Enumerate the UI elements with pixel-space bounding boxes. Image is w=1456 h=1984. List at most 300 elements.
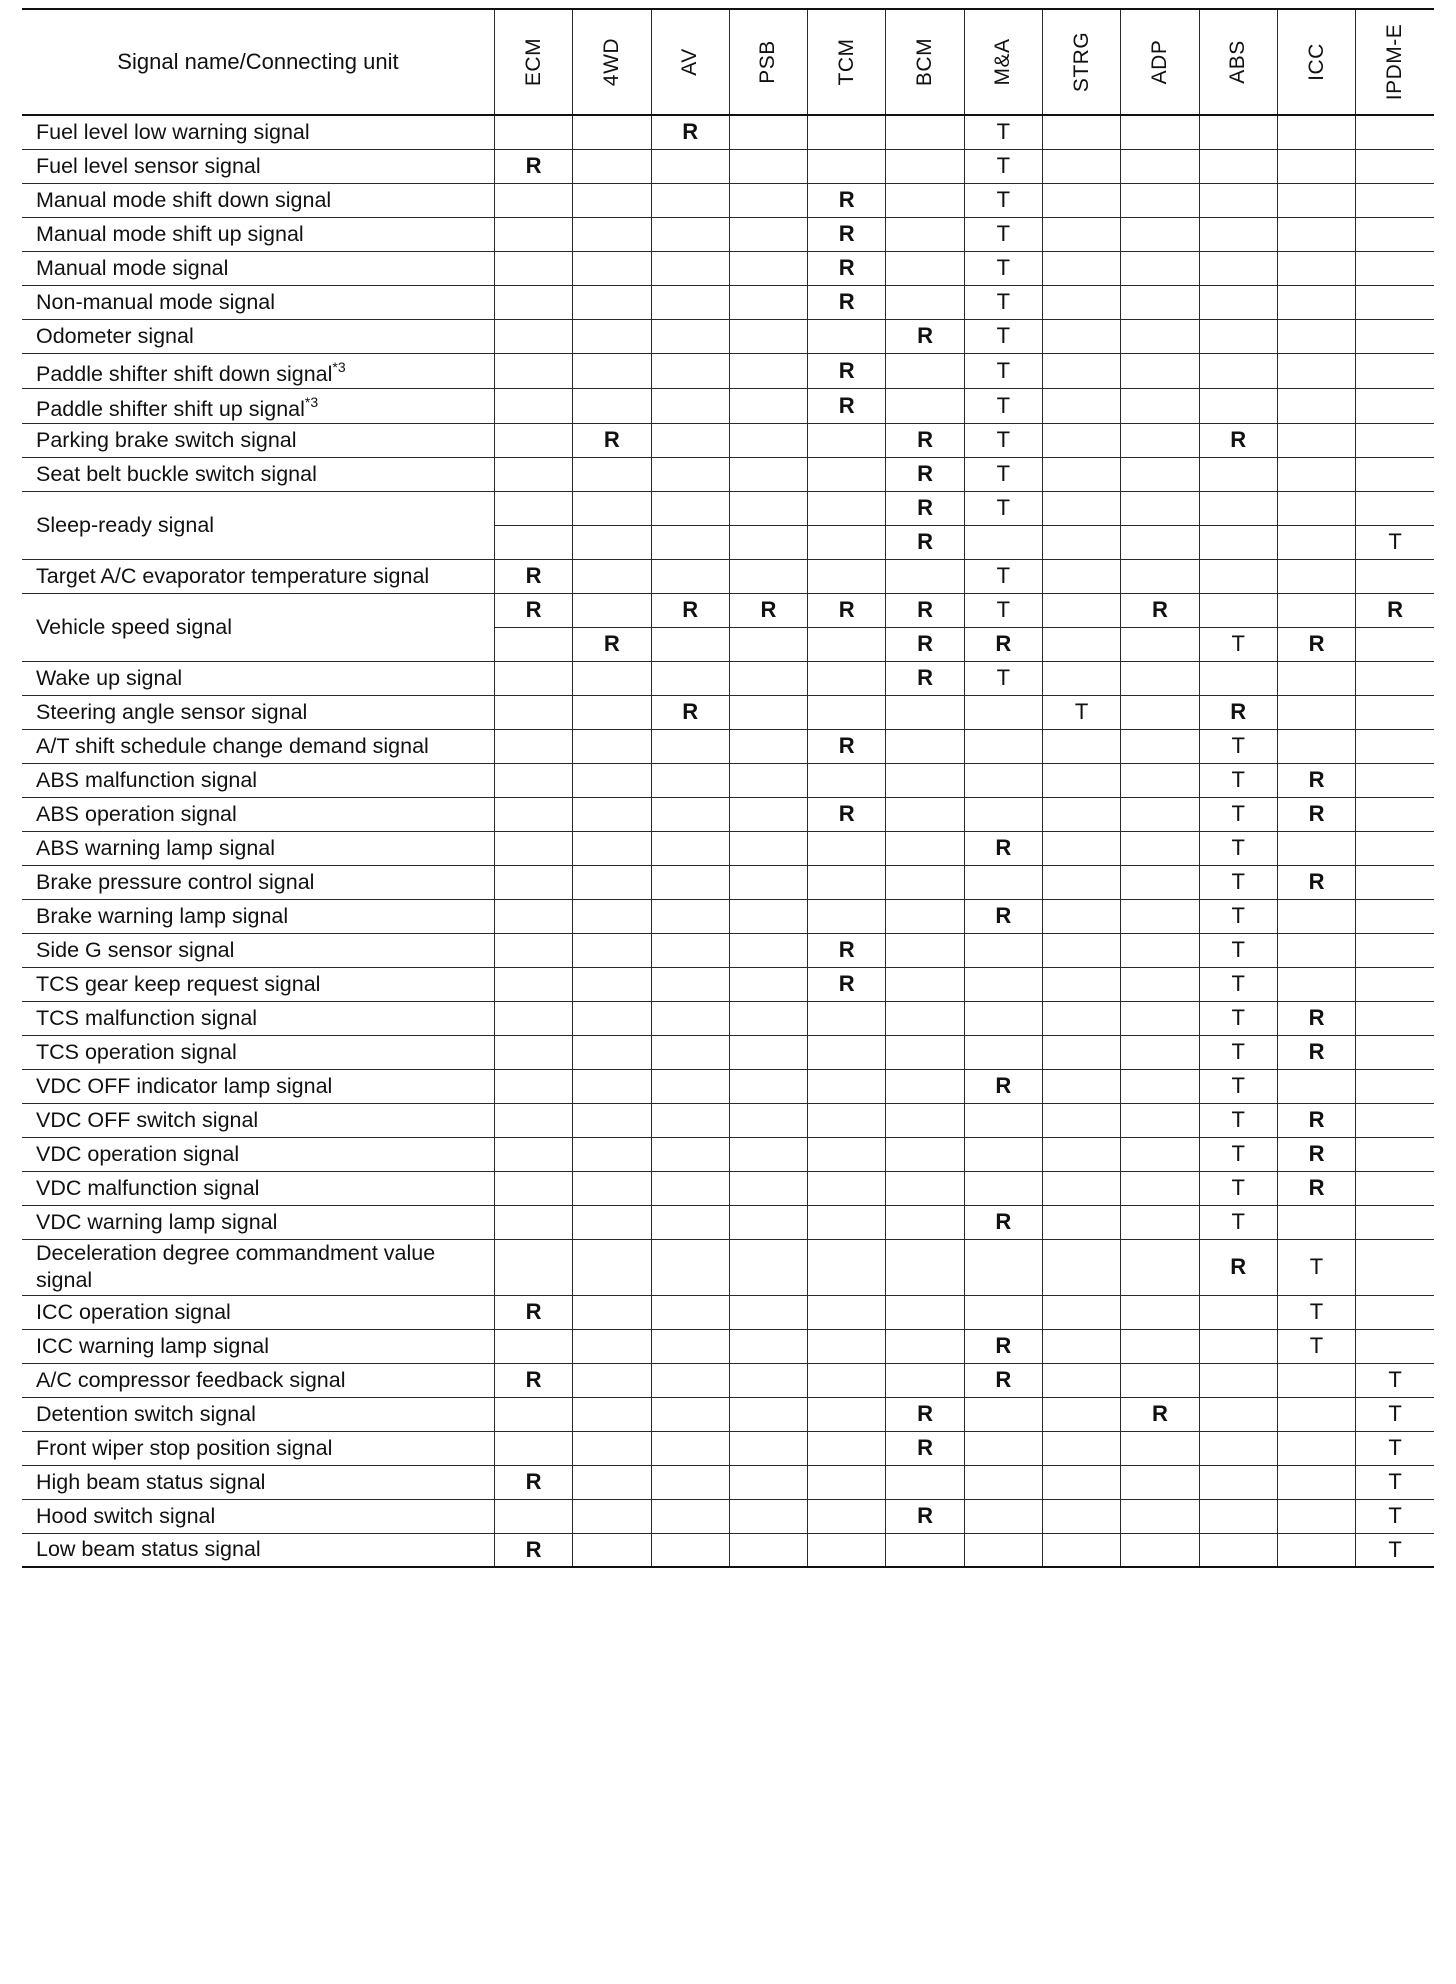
signal-role-cell (1356, 695, 1434, 729)
signal-role-cell (651, 1329, 729, 1363)
signal-role-cell (808, 627, 886, 661)
signal-role-cell (729, 1205, 807, 1239)
signal-role-cell (1356, 1103, 1434, 1137)
signal-role-cell (573, 1499, 651, 1533)
signal-name: VDC OFF indicator lamp signal (36, 1073, 333, 1098)
signal-role-cell (1121, 1171, 1199, 1205)
table-row (22, 423, 1434, 457)
signal-role-cell (1199, 353, 1277, 388)
signal-role-cell (1356, 149, 1434, 183)
table-row (22, 797, 1434, 831)
signal-role-cell (494, 115, 572, 149)
signal-role-cell (494, 1239, 572, 1295)
signal-role-cell (808, 899, 886, 933)
signal-role-cell (573, 899, 651, 933)
signal-name: ABS operation signal (36, 801, 237, 826)
table-row (22, 1363, 1434, 1397)
table-row (22, 763, 1434, 797)
signal-name-cell (22, 1205, 494, 1239)
signal-role-cell (808, 695, 886, 729)
signal-role-cell (1121, 149, 1199, 183)
signal-role-cell (573, 217, 651, 251)
signal-role-cell (1042, 251, 1120, 285)
signal-role-cell (729, 1069, 807, 1103)
signal-role-cell (729, 1103, 807, 1137)
signal-role-cell (573, 149, 651, 183)
signal-role-cell (573, 593, 651, 627)
signal-role-cell (573, 865, 651, 899)
signal-role-cell: T (1277, 1329, 1355, 1363)
signal-role-cell (1356, 1329, 1434, 1363)
signal-table-sheet (22, 8, 1434, 1968)
signal-role-cell (886, 1001, 964, 1035)
signal-role-cell (573, 183, 651, 217)
signal-role-cell (964, 1533, 1042, 1567)
signal-role-cell (1121, 217, 1199, 251)
signal-role-cell (1042, 797, 1120, 831)
signal-role-cell (1356, 115, 1434, 149)
signal-role-cell (651, 183, 729, 217)
signal-role-cell: T (964, 217, 1042, 251)
signal-role-cell (886, 1171, 964, 1205)
signal-role-cell: R (1277, 1103, 1355, 1137)
signal-name: Paddle shifter shift down signal (36, 361, 333, 386)
signal-role-cell (1277, 353, 1355, 388)
signal-role-cell (494, 491, 572, 525)
signal-role-cell: R (1277, 763, 1355, 797)
signal-role-cell (651, 285, 729, 319)
signal-role-cell (651, 353, 729, 388)
signal-role-cell: R (1121, 593, 1199, 627)
unit-header (1356, 9, 1434, 115)
signal-name-cell (22, 933, 494, 967)
signal-name: Brake pressure control signal (36, 869, 315, 894)
signal-role-cell (886, 217, 964, 251)
signal-role-cell (1277, 1465, 1355, 1499)
table-row (22, 1205, 1434, 1239)
signal-role-cell (494, 1329, 572, 1363)
signal-role-cell (729, 183, 807, 217)
signal-name: VDC malfunction signal (36, 1175, 260, 1200)
signal-role-cell (1042, 593, 1120, 627)
signal-role-cell (886, 353, 964, 388)
signal-role-cell (1277, 1397, 1355, 1431)
signal-role-cell (964, 1295, 1042, 1329)
signal-role-cell (651, 251, 729, 285)
signal-role-cell: T (1199, 1103, 1277, 1137)
signal-role-cell: R (494, 559, 572, 593)
signal-role-cell (573, 559, 651, 593)
signal-name: Target A/C evaporator temperature signal (36, 563, 430, 588)
table-row (22, 1137, 1434, 1171)
signal-role-cell (494, 1171, 572, 1205)
signal-role-cell (573, 1465, 651, 1499)
signal-role-cell (1121, 627, 1199, 661)
unit-header-label: BCM (913, 37, 937, 87)
signal-name: VDC warning lamp signal (36, 1209, 278, 1234)
signal-role-cell (573, 1035, 651, 1069)
signal-role-cell (1042, 1295, 1120, 1329)
signal-role-cell (1356, 831, 1434, 865)
signal-role-cell (1121, 559, 1199, 593)
signal-role-cell (1356, 1001, 1434, 1035)
signal-role-cell (1121, 1035, 1199, 1069)
signal-role-cell: R (886, 423, 964, 457)
signal-name-cell (22, 831, 494, 865)
signal-name-cell (22, 1035, 494, 1069)
signal-role-cell (1042, 388, 1120, 423)
table-row (22, 1171, 1434, 1205)
signal-role-cell (573, 115, 651, 149)
signal-role-cell (886, 251, 964, 285)
signal-name: Seat belt buckle switch signal (36, 461, 317, 486)
signal-name: TCS gear keep request signal (36, 971, 321, 996)
signal-role-cell (729, 457, 807, 491)
signal-role-cell: T (1356, 1465, 1434, 1499)
signal-role-cell (494, 423, 572, 457)
table-row (22, 457, 1434, 491)
signal-role-cell (1277, 1205, 1355, 1239)
signal-role-cell (1121, 899, 1199, 933)
signal-name: Low beam status signal (36, 1537, 261, 1562)
signal-role-cell: R (494, 1533, 572, 1567)
signal-role-cell (651, 525, 729, 559)
signal-name: Side G sensor signal (36, 937, 235, 962)
signal-role-cell (1356, 797, 1434, 831)
signal-role-cell (808, 831, 886, 865)
signal-role-cell (651, 1137, 729, 1171)
signal-role-cell (1042, 1069, 1120, 1103)
signal-role-cell (808, 1533, 886, 1567)
signal-role-cell (729, 797, 807, 831)
signal-role-cell (729, 1499, 807, 1533)
signal-role-cell (1121, 763, 1199, 797)
unit-header-label: ABS (1226, 40, 1250, 84)
signal-role-cell (1121, 1295, 1199, 1329)
signal-role-cell (651, 627, 729, 661)
signal-role-cell (808, 1397, 886, 1431)
signal-role-cell: R (886, 319, 964, 353)
signal-role-cell (1277, 388, 1355, 423)
signal-role-cell (886, 933, 964, 967)
signal-role-cell (651, 423, 729, 457)
signal-name-cell (22, 183, 494, 217)
signal-role-cell (651, 1397, 729, 1431)
signal-role-cell (964, 525, 1042, 559)
signal-role-cell (651, 933, 729, 967)
signal-role-cell (964, 1001, 1042, 1035)
signal-name-cell (22, 217, 494, 251)
signal-role-cell: T (1199, 1171, 1277, 1205)
signal-role-cell (729, 217, 807, 251)
signal-role-cell: R (886, 627, 964, 661)
signal-role-cell (1042, 1205, 1120, 1239)
signal-role-cell (1277, 1533, 1355, 1567)
signal-role-cell (1277, 149, 1355, 183)
signal-role-cell: T (1356, 1533, 1434, 1567)
table-row (22, 319, 1434, 353)
signal-name: Deceleration degree commandment value signal (36, 1241, 436, 1292)
signal-role-cell (1356, 627, 1434, 661)
signal-role-cell (808, 763, 886, 797)
signal-role-cell (494, 1069, 572, 1103)
signal-role-cell: R (964, 1363, 1042, 1397)
signal-role-cell (886, 388, 964, 423)
signal-role-cell (1042, 559, 1120, 593)
signal-role-cell (1356, 251, 1434, 285)
signal-role-cell (964, 729, 1042, 763)
signal-role-cell: T (1199, 1069, 1277, 1103)
signal-role-cell (1121, 1205, 1199, 1239)
signal-role-cell (494, 1103, 572, 1137)
signal-role-cell (651, 149, 729, 183)
signal-role-cell (1356, 899, 1434, 933)
signal-role-cell (1199, 1295, 1277, 1329)
signal-role-cell (1199, 1431, 1277, 1465)
signal-role-cell (1121, 831, 1199, 865)
signal-role-cell (1042, 967, 1120, 1001)
signal-role-cell (808, 1035, 886, 1069)
signal-role-cell: T (964, 353, 1042, 388)
signal-role-cell: R (651, 115, 729, 149)
signal-role-cell (1121, 1465, 1199, 1499)
signal-role-cell (1356, 491, 1434, 525)
signal-role-cell (886, 865, 964, 899)
signal-role-cell (494, 353, 572, 388)
signal-role-cell: T (964, 319, 1042, 353)
signal-role-cell (1277, 1431, 1355, 1465)
signal-role-cell (729, 491, 807, 525)
signal-role-cell (494, 933, 572, 967)
signal-role-cell (729, 1431, 807, 1465)
signal-role-cell (886, 1363, 964, 1397)
signal-role-cell (729, 423, 807, 457)
signal-role-cell: T (964, 661, 1042, 695)
signal-role-cell: R (964, 1069, 1042, 1103)
signal-role-cell: R (573, 423, 651, 457)
signal-role-cell (964, 695, 1042, 729)
signal-role-cell (651, 661, 729, 695)
signal-role-cell (1042, 661, 1120, 695)
signal-role-cell (808, 661, 886, 695)
signal-role-cell (1356, 729, 1434, 763)
signal-role-cell (1042, 457, 1120, 491)
signal-role-cell (729, 695, 807, 729)
signal-role-cell: R (808, 217, 886, 251)
signal-role-cell: T (964, 491, 1042, 525)
unit-header (1042, 9, 1120, 115)
signal-role-cell: T (1356, 1397, 1434, 1431)
signal-role-cell: R (1277, 865, 1355, 899)
signal-role-cell (729, 1397, 807, 1431)
signal-role-cell (494, 661, 572, 695)
signal-role-cell (1277, 251, 1355, 285)
signal-role-cell (1277, 831, 1355, 865)
signal-name-cell (22, 457, 494, 491)
footnote-mark: *3 (304, 393, 319, 410)
signal-role-cell: T (964, 559, 1042, 593)
signal-role-cell: R (886, 491, 964, 525)
signal-name: Manual mode shift down signal (36, 187, 332, 212)
unit-header (729, 9, 807, 115)
signal-role-cell (808, 1239, 886, 1295)
signal-name-cell (22, 1295, 494, 1329)
signal-name-cell (22, 1397, 494, 1431)
signal-role-cell (1042, 1001, 1120, 1035)
signal-role-cell (573, 491, 651, 525)
signal-role-cell (494, 729, 572, 763)
signal-role-cell: R (1277, 1171, 1355, 1205)
signal-role-cell (651, 831, 729, 865)
signal-role-cell (573, 763, 651, 797)
signal-role-cell (1199, 1329, 1277, 1363)
signal-role-cell: R (886, 1431, 964, 1465)
signal-role-cell (964, 1035, 1042, 1069)
signal-role-cell (1042, 899, 1120, 933)
signal-role-cell (808, 559, 886, 593)
signal-role-cell (651, 491, 729, 525)
signal-name: ABS warning lamp signal (36, 835, 276, 860)
signal-name-cell (22, 1533, 494, 1567)
signal-name-cell (22, 661, 494, 695)
signal-role-cell: R (964, 899, 1042, 933)
signal-role-cell (1277, 319, 1355, 353)
signal-role-cell (729, 661, 807, 695)
signal-role-cell: R (808, 388, 886, 423)
signal-role-cell (886, 1035, 964, 1069)
signal-role-cell (1356, 353, 1434, 388)
signal-role-cell (651, 1239, 729, 1295)
signal-role-cell (808, 1363, 886, 1397)
signal-role-cell (1042, 285, 1120, 319)
signal-role-cell (1121, 1363, 1199, 1397)
unit-header (651, 9, 729, 115)
signal-role-cell (1042, 1397, 1120, 1431)
signal-role-cell (808, 1431, 886, 1465)
signal-role-cell (651, 967, 729, 1001)
table-row (22, 1465, 1434, 1499)
signal-role-cell (573, 1171, 651, 1205)
signal-role-cell (1121, 353, 1199, 388)
signal-role-cell (573, 1397, 651, 1431)
signal-role-cell (651, 319, 729, 353)
table-row (22, 729, 1434, 763)
signal-role-cell (886, 695, 964, 729)
signal-role-cell (964, 1137, 1042, 1171)
signal-role-cell (808, 1137, 886, 1171)
signal-role-cell: R (494, 1295, 572, 1329)
signal-role-cell (573, 1205, 651, 1239)
signal-name: Brake warning lamp signal (36, 903, 289, 928)
signal-role-cell (808, 1069, 886, 1103)
signal-name: Non-manual mode signal (36, 289, 276, 314)
table-row (22, 1069, 1434, 1103)
signal-role-cell (651, 763, 729, 797)
signal-role-cell (573, 285, 651, 319)
signal-role-cell (1121, 183, 1199, 217)
unit-header-label: ICC (1304, 43, 1328, 81)
signal-name: TCS malfunction signal (36, 1005, 258, 1030)
signal-role-cell (886, 831, 964, 865)
signal-name: Parking brake switch signal (36, 427, 297, 452)
signal-role-cell (1356, 763, 1434, 797)
signal-role-cell: T (964, 115, 1042, 149)
signal-role-cell (1199, 217, 1277, 251)
signal-role-cell (886, 729, 964, 763)
signal-role-cell (1121, 1103, 1199, 1137)
signal-role-cell: R (494, 149, 572, 183)
signal-role-cell (651, 1499, 729, 1533)
signal-role-cell: T (964, 183, 1042, 217)
signal-role-cell: T (964, 285, 1042, 319)
signal-role-cell (651, 457, 729, 491)
signal-name-cell (22, 763, 494, 797)
signal-role-cell (1042, 1137, 1120, 1171)
signal-role-cell (808, 149, 886, 183)
signal-name-cell (22, 423, 494, 457)
signal-role-cell (494, 319, 572, 353)
signal-role-cell (886, 1295, 964, 1329)
signal-role-cell (1356, 933, 1434, 967)
signal-role-cell (1277, 695, 1355, 729)
signal-name-cell (22, 899, 494, 933)
signal-role-cell (1042, 831, 1120, 865)
signal-role-cell (651, 1205, 729, 1239)
signal-role-cell (494, 1137, 572, 1171)
signal-role-cell: R (886, 1499, 964, 1533)
signal-role-cell (651, 1533, 729, 1567)
signal-role-cell: T (1277, 1239, 1355, 1295)
unit-header-label: 4WD (599, 37, 623, 87)
signal-role-cell: T (1356, 525, 1434, 559)
signal-role-cell (651, 899, 729, 933)
signal-role-cell (1121, 491, 1199, 525)
footnote-mark: *3 (332, 358, 346, 375)
signal-role-cell (651, 559, 729, 593)
signal-role-cell: T (1199, 933, 1277, 967)
signal-role-cell: T (964, 149, 1042, 183)
signal-role-cell (573, 1069, 651, 1103)
signal-role-cell (573, 695, 651, 729)
table-row (22, 115, 1434, 149)
signal-name-cell (22, 967, 494, 1001)
signal-role-cell (886, 1533, 964, 1567)
signal-role-cell (1121, 285, 1199, 319)
signal-role-cell: T (964, 457, 1042, 491)
signal-role-cell: T (1199, 1205, 1277, 1239)
signal-role-cell (1121, 1431, 1199, 1465)
signal-role-cell (1042, 729, 1120, 763)
signal-role-cell (729, 1239, 807, 1295)
signal-role-cell (886, 967, 964, 1001)
unit-header (573, 9, 651, 115)
signal-role-cell (886, 1137, 964, 1171)
signal-name-cell (22, 559, 494, 593)
signal-role-cell (808, 1329, 886, 1363)
signal-role-cell (1356, 967, 1434, 1001)
signal-name-cell (22, 1465, 494, 1499)
signal-name-cell (22, 1137, 494, 1171)
signal-name: ABS malfunction signal (36, 767, 258, 792)
signal-role-cell (729, 1363, 807, 1397)
signal-role-cell (1277, 661, 1355, 695)
table-row (22, 1499, 1434, 1533)
signal-role-cell (573, 353, 651, 388)
signal-role-cell (1356, 217, 1434, 251)
table-row (22, 695, 1434, 729)
signal-role-cell: T (1199, 1035, 1277, 1069)
table-row (22, 831, 1434, 865)
